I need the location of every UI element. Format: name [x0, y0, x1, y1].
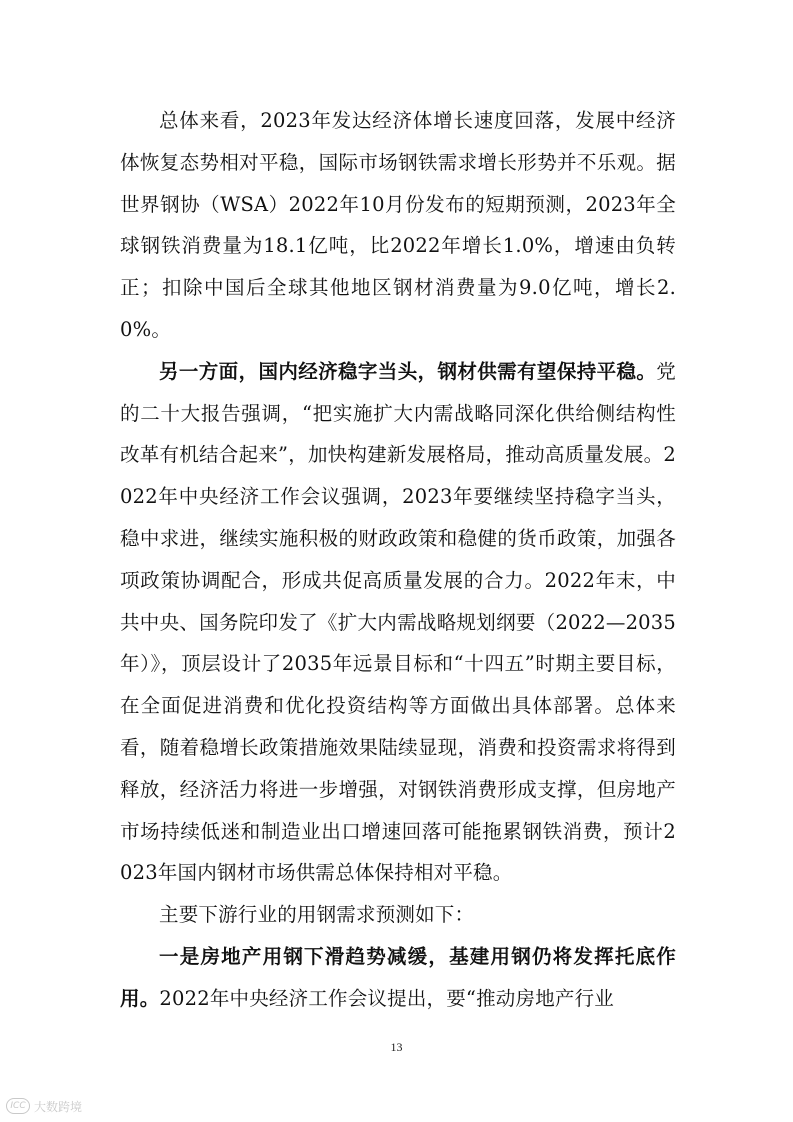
paragraph-lead: 一是房地产用钢下滑趋势减缓，基建用钢仍将发挥托底作用。: [120, 944, 676, 1010]
paragraph-real-estate: [120, 936, 676, 1020]
paragraph-text: 党的二十大报告强调，“把实施扩大内需战略同深化供给侧结构性改革有机结合起来”，加快构建新发展格局，推动高质量发展。2022年中央经济工作会议强调，2023年要继续坚持稳字当头，稳中求进，继续实施积极的财政政策和稳健的货币政策，加强各项政策协调配合，形成共促高质量发展的合力。2022年末，中共中央、国务院印发了《扩大内需战略规划纲要（2022—2035年）》，顶层设计了2035年远景目标和“十四五”时期主要目标，在全面促进消费和优化投资结构等方面做出具体部署。总体来看，随着稳增长政策措施效果陆续显现，消费和投资需求将得到释放，经济活力将进一步增强，对钢铁消费形成支撑，但房地产市场持续低迷和制造业出口增速回落可能拖累钢铁消费，预计2023年国内钢材市场供需总体保持相对平稳。: [120, 359, 676, 885]
paragraph-text: 2022年中央经济工作会议提出，要“推动房地产行业: [159, 986, 615, 1010]
paragraph-lead: 另一方面，国内经济稳字当头，钢材供需有望保持平稳。: [159, 359, 657, 383]
watermark-logo-icon: ICC: [6, 1098, 30, 1114]
paragraph-domestic-outlook: [120, 351, 676, 894]
paragraph-text: 主要下游行业的用钢需求预测如下：: [159, 903, 475, 927]
paragraph-downstream-intro: [120, 894, 676, 936]
body-text: [120, 100, 676, 1020]
watermark-text: 大数跨境: [34, 1099, 83, 1114]
page-number: 13: [390, 1040, 403, 1054]
watermark: [6, 1096, 82, 1116]
paragraph-global-outlook: [120, 100, 676, 351]
paragraph-text: 总体来看，2023年发达经济体增长速度回落，发展中经济体恢复态势相对平稳，国际市场钢铁需求增长形势并不乐观。据世界钢协（WSA）2022年10月份发布的短期预测，2023年全球钢铁消费量为18.1亿吨，比2022年增长1.0%，增速由负转正；扣除中国后全球其他地区钢材消费量为9.0亿吨，增长2.0%。: [120, 109, 676, 341]
